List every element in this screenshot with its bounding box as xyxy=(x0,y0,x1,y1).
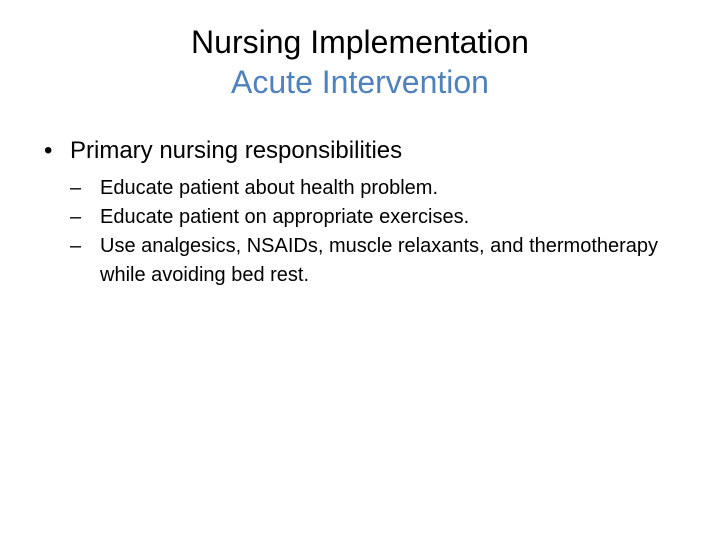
sub-bullet-text: Use analgesics, NSAIDs, muscle relaxants, and thermotherapy while avoiding bed rest. xyxy=(100,235,659,286)
sub-bullet-text: Educate patient about health problem. xyxy=(100,177,439,199)
slide-body xyxy=(44,134,684,290)
slide-subtitle: Acute Intervention xyxy=(231,64,489,100)
sub-bullet-list xyxy=(44,174,684,290)
sub-bullet-item xyxy=(70,174,684,203)
sub-bullet-item xyxy=(70,203,684,232)
bullet-item xyxy=(44,134,684,168)
sub-bullet-item xyxy=(70,232,684,290)
sub-bullet-marker: – xyxy=(70,206,82,228)
sub-bullet-text: Educate patient on appropriate exercises. xyxy=(100,206,470,228)
sub-bullet-marker: – xyxy=(70,177,82,199)
title-block xyxy=(0,22,720,102)
slide-title: Nursing Implementation xyxy=(191,24,529,60)
bullet-marker: • xyxy=(44,137,53,164)
sub-bullet-marker: – xyxy=(70,235,82,257)
bullet-text: Primary nursing responsibilities xyxy=(70,137,403,164)
